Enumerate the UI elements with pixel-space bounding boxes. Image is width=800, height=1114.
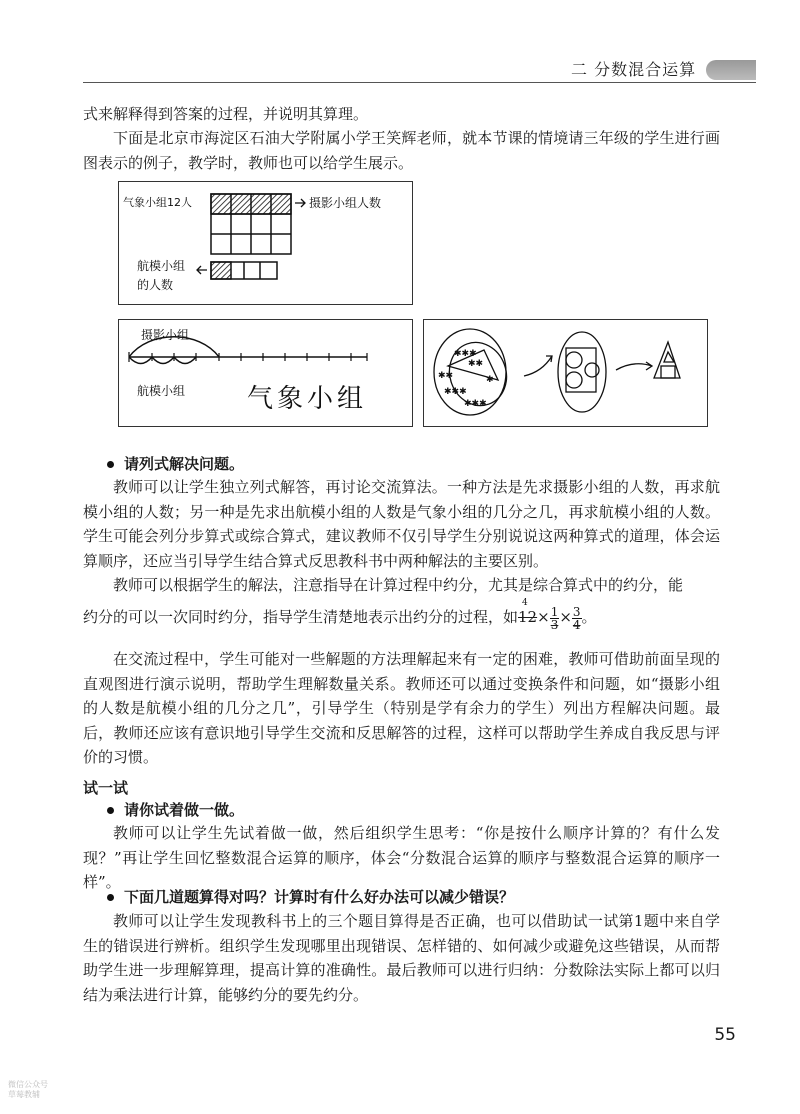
paragraph-5: 在交流过程中，学生可能对一些解题的方法理解起来有一定的困难，教师可借助前面呈现的直观图进行演示说明，帮助学生理解数量关系。教师还可以通过变换条件和问题，如“摄影小组的人数是航模小组的几分之几”，引导学生（特别是学有余力的学生）列出方程解决问题。最后，教师还应该有意识地引导学生交流和反思解答的过程，这样可以帮助学生养成自我反思与评价的习惯。 (83, 650, 720, 767)
fig1-label-photo: 摄影小组人数 (309, 196, 382, 210)
formula-fraction-2: $\frac{3}{4}$ (572, 604, 581, 632)
paragraph-4a: 教师可以根据学生的解法，注意指导在计算过程中约分，尤其是综合算式中的约分，能 (113, 576, 684, 594)
bullet-check: 下面几道题算得对吗？计算时有什么好办法可以减少错误？ (107, 886, 514, 907)
formula-whole: 4 12 (518, 598, 538, 626)
bullet-dot (107, 894, 114, 901)
fig1-label-weather: 气象小组12人 (123, 196, 192, 209)
section-try: 试一试 (83, 779, 129, 797)
svg-text:✱✱: ✱✱ (468, 359, 484, 369)
paragraph-7: 教师可以让学生发现教科书上的三个题目算得是否正确，也可以借助试一试第1题中来自学生的错误进行辨析。组织学生发现哪里出现错误、怎样错的、如何减少或避免这些错误，从而帮助学生进一步理解算理，提高计算的准确性。最后教师可以进行归纳：分数除法实际上都可以归结为乘法进行计算，能够约分的要先约分。 (83, 912, 720, 1004)
figure-line-drawing (118, 319, 413, 427)
set-drawing-svg (424, 320, 707, 426)
svg-text:✱✱✱: ✱✱✱ (464, 399, 487, 409)
fig2-label-weather: 气象小组 (247, 384, 368, 414)
page-number: 55 (714, 1025, 736, 1045)
header-decoration (706, 60, 756, 80)
svg-text:✱: ✱ (486, 375, 494, 385)
bullet-dot (107, 807, 114, 814)
fig2-label-photo: 摄影小组 (141, 328, 190, 342)
paragraph-4b: 约分的可以一次同时约分，指导学生清楚地表示出约分的过程，如 4 12× $\frac{1}{3}$ × $\frac{3}{4}$ 。 (83, 598, 597, 632)
formula-fraction-1: $\frac{1}{3}$ (550, 604, 559, 632)
paragraph-2: 下面是北京市海淀区石油大学附属小学王笑辉老师，就本节课的情境请三年级的学生进行画图表示的例子，教学时，教师也可以给学生展示。 (83, 129, 720, 172)
figure-set-drawing (423, 319, 708, 427)
watermark: 微信公众号 草莓教辅 (8, 1080, 48, 1099)
fig2-label-model: 航模小组 (137, 384, 186, 398)
bullet-solve: 请列式解决问题。 (107, 453, 244, 474)
figure-grid-drawing (118, 181, 413, 305)
bullet-dot (107, 461, 114, 468)
svg-text:✱✱✱: ✱✱✱ (454, 349, 477, 359)
bullet-try: 请你试着做一做。 (107, 799, 244, 820)
svg-text:✱✱: ✱✱ (438, 371, 454, 381)
chapter-title: 二 分数混合运算 (571, 60, 697, 79)
fig1-label-model-b: 的人数 (137, 278, 174, 292)
fig1-label-model-a: 航模小组 (137, 259, 186, 273)
paragraph-6: 教师可以让学生先试着做一做，然后组织学生思考：“你是按什么顺序计算的？有什么发现？”再让学生回忆整数混合运算的顺序，体会“分数混合运算的顺序与整数混合运算的顺序一样”。 (83, 824, 720, 892)
paragraph-3: 教师可以让学生独立列式解答，再讨论交流算法。一种方法是先求摄影小组的人数，再求航模小组的人数；另一种是先求出航模小组的人数是气象小组的几分之几，再求航模小组的人数。学生可能会列分步算式或综合算式，建议教师不仅引导学生分别说说这两种算式的道理，体会运算顺序，还应当引导学生结合算式反思教科书中两种解法的主要区别。 (83, 478, 720, 570)
svg-text:✱✱✱: ✱✱✱ (444, 387, 467, 397)
header-rule (83, 82, 756, 83)
paragraph-1: 式来解释得到答案的过程，并说明其算理。 (83, 105, 369, 123)
